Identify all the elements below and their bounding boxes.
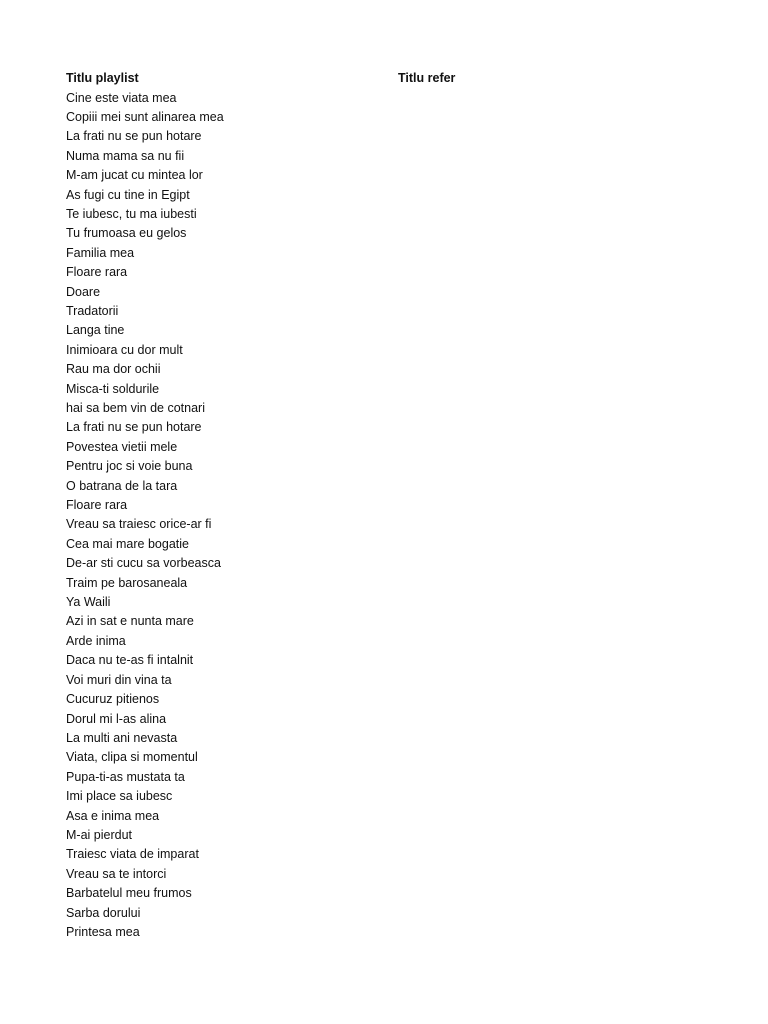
song-title: Traim pe barosaneala <box>66 575 188 590</box>
song-title: Vreau sa traiesc orice-ar fi <box>66 517 212 532</box>
song-title: hai sa bem vin de cotnari <box>66 401 205 415</box>
song-title: Copiii mei sunt alinarea mea <box>66 109 224 124</box>
column-header-playlist-title: Titlu playlist <box>66 71 139 85</box>
song-title: Povestea vietii mele <box>66 439 178 454</box>
song-title: M-ai pierdut <box>66 827 132 842</box>
song-title: Misca-ti soldurile <box>66 381 160 396</box>
song-title: Imi place sa iubesc <box>66 789 173 804</box>
song-title: Doare <box>66 284 101 299</box>
song-title: Langa tine <box>66 323 125 338</box>
song-title: Floare rara <box>66 498 128 513</box>
song-title: Familia mea <box>66 245 135 260</box>
song-title: Viata, clipa si momentul <box>66 750 198 765</box>
song-title: O batrana de la tara <box>66 478 178 493</box>
song-title: Printesa mea <box>66 924 140 939</box>
song-list <box>66 89 224 943</box>
song-title: Te iubesc, tu ma iubesti <box>66 206 197 221</box>
song-title: Cea mai mare bogatie <box>66 536 189 551</box>
song-title: Arde inima <box>66 633 126 648</box>
song-title: Sarba dorului <box>66 905 141 920</box>
song-title: As fugi cu tine in Egipt <box>66 187 190 202</box>
song-title: Traiesc viata de imparat <box>66 847 199 862</box>
song-title: La frati nu se pun hotare <box>66 420 202 435</box>
song-title: Voi muri din vina ta <box>66 672 172 687</box>
song-title: Daca nu te-as fi intalnit <box>66 653 194 668</box>
column-header-reference-title: Titlu refer <box>398 71 456 85</box>
song-title: Asa e inima mea <box>66 808 160 823</box>
song-title: De-ar sti cucu sa vorbeasca <box>66 556 221 571</box>
song-title: La multi ani nevasta <box>66 730 178 745</box>
song-title: Tradatorii <box>66 303 119 318</box>
song-title: Inimioara cu dor mult <box>66 342 183 357</box>
song-title: Rau ma dor ochii <box>66 362 161 377</box>
song-title: Barbatelul meu frumos <box>66 886 192 901</box>
song-title: Floare rara <box>66 265 128 280</box>
song-title: Pupa-ti-as mustata ta <box>66 769 185 784</box>
song-title: Ya Waili <box>66 595 111 610</box>
song-title: La frati nu se pun hotare <box>66 129 202 144</box>
song-title: Vreau sa te intorci <box>66 866 167 881</box>
song-title: M-am jucat cu mintea lor <box>66 168 203 183</box>
song-title: Cucuruz pitienos <box>66 692 160 707</box>
song-title: Numa mama sa nu fii <box>66 148 185 163</box>
song-title: Dorul mi l-as alina <box>66 711 167 726</box>
song-title: Cine este viata mea <box>66 90 177 105</box>
song-title: Tu frumoasa eu gelos <box>66 226 187 241</box>
song-title: Pentru joc si voie buna <box>66 459 193 474</box>
song-title: Azi in sat e nunta mare <box>66 614 194 629</box>
